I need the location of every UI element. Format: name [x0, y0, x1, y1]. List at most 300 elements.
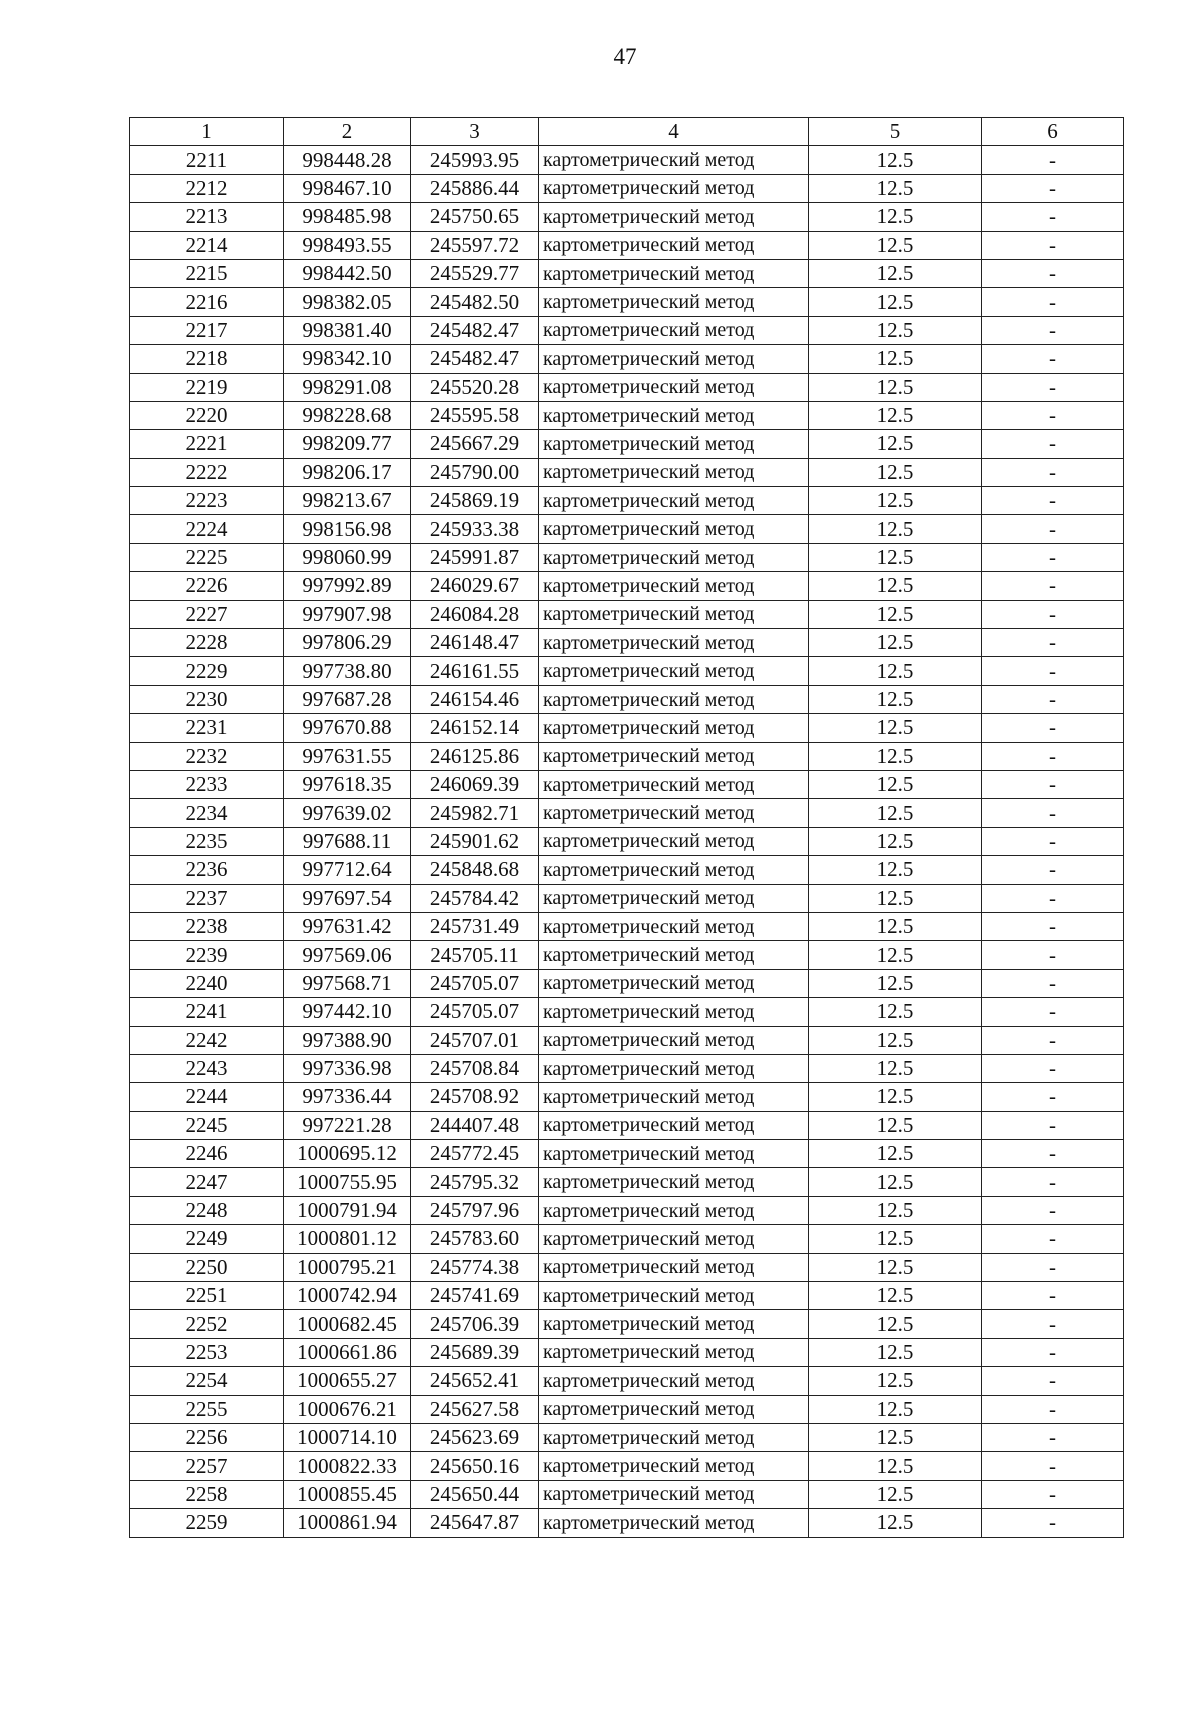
table-row — [130, 1310, 1124, 1338]
table-row — [130, 1253, 1124, 1281]
note-cell: - — [982, 458, 1124, 486]
accuracy-cell: 12.5 — [809, 1026, 982, 1054]
coordinates-table — [129, 117, 1124, 1538]
point-number-cell: 2243 — [130, 1054, 284, 1082]
note-cell: - — [982, 515, 1124, 543]
accuracy-cell: 12.5 — [809, 941, 982, 969]
y-coordinate-cell: 245520.28 — [411, 373, 539, 401]
table-row — [130, 1196, 1124, 1224]
y-coordinate-cell: 245886.44 — [411, 174, 539, 202]
accuracy-cell: 12.5 — [809, 1054, 982, 1082]
x-coordinate-cell: 998381.40 — [284, 316, 411, 344]
note-cell: - — [982, 1480, 1124, 1508]
column-header: 4 — [539, 118, 809, 146]
point-number-cell: 2253 — [130, 1338, 284, 1366]
point-number-cell: 2221 — [130, 430, 284, 458]
point-number-cell: 2257 — [130, 1452, 284, 1480]
accuracy-cell: 12.5 — [809, 1196, 982, 1224]
point-number-cell: 2212 — [130, 174, 284, 202]
method-cell: картометрический метод — [539, 401, 809, 429]
x-coordinate-cell: 997687.28 — [284, 685, 411, 713]
y-coordinate-cell: 245689.39 — [411, 1338, 539, 1366]
accuracy-cell: 12.5 — [809, 1111, 982, 1139]
y-coordinate-cell: 245783.60 — [411, 1225, 539, 1253]
point-number-cell: 2236 — [130, 856, 284, 884]
method-cell: картометрический метод — [539, 1196, 809, 1224]
method-cell: картометрический метод — [539, 799, 809, 827]
y-coordinate-cell: 245708.84 — [411, 1054, 539, 1082]
point-number-cell: 2248 — [130, 1196, 284, 1224]
note-cell: - — [982, 1338, 1124, 1366]
method-cell: картометрический метод — [539, 515, 809, 543]
note-cell: - — [982, 401, 1124, 429]
note-cell: - — [982, 1168, 1124, 1196]
accuracy-cell: 12.5 — [809, 884, 982, 912]
accuracy-cell: 12.5 — [809, 174, 982, 202]
table-row — [130, 941, 1124, 969]
table-row — [130, 345, 1124, 373]
x-coordinate-cell: 997806.29 — [284, 629, 411, 657]
point-number-cell: 2222 — [130, 458, 284, 486]
method-cell: картометрический метод — [539, 1480, 809, 1508]
point-number-cell: 2241 — [130, 998, 284, 1026]
y-coordinate-cell: 245623.69 — [411, 1423, 539, 1451]
note-cell: - — [982, 884, 1124, 912]
note-cell: - — [982, 345, 1124, 373]
method-cell: картометрический метод — [539, 827, 809, 855]
method-cell: картометрический метод — [539, 1310, 809, 1338]
y-coordinate-cell: 246154.46 — [411, 685, 539, 713]
y-coordinate-cell: 245797.96 — [411, 1196, 539, 1224]
x-coordinate-cell: 997336.44 — [284, 1083, 411, 1111]
y-coordinate-cell: 245705.07 — [411, 998, 539, 1026]
note-cell: - — [982, 316, 1124, 344]
table-row — [130, 316, 1124, 344]
accuracy-cell: 12.5 — [809, 1225, 982, 1253]
table-row — [130, 685, 1124, 713]
accuracy-cell: 12.5 — [809, 458, 982, 486]
accuracy-cell: 12.5 — [809, 515, 982, 543]
y-coordinate-cell: 245772.45 — [411, 1140, 539, 1168]
accuracy-cell: 12.5 — [809, 998, 982, 1026]
method-cell: картометрический метод — [539, 742, 809, 770]
note-cell: - — [982, 856, 1124, 884]
y-coordinate-cell: 245731.49 — [411, 912, 539, 940]
x-coordinate-cell: 997631.42 — [284, 912, 411, 940]
note-cell: - — [982, 1452, 1124, 1480]
y-coordinate-cell: 245741.69 — [411, 1282, 539, 1310]
x-coordinate-cell: 997907.98 — [284, 600, 411, 628]
method-cell: картометрический метод — [539, 1083, 809, 1111]
table-row — [130, 1423, 1124, 1451]
table-row — [130, 458, 1124, 486]
x-coordinate-cell: 1000795.21 — [284, 1253, 411, 1281]
point-number-cell: 2246 — [130, 1140, 284, 1168]
y-coordinate-cell: 245750.65 — [411, 203, 539, 231]
point-number-cell: 2225 — [130, 543, 284, 571]
table-row — [130, 373, 1124, 401]
x-coordinate-cell: 997568.71 — [284, 969, 411, 997]
accuracy-cell: 12.5 — [809, 1282, 982, 1310]
x-coordinate-cell: 1000676.21 — [284, 1395, 411, 1423]
y-coordinate-cell: 245848.68 — [411, 856, 539, 884]
accuracy-cell: 12.5 — [809, 146, 982, 174]
point-number-cell: 2258 — [130, 1480, 284, 1508]
table-row — [130, 969, 1124, 997]
point-number-cell: 2251 — [130, 1282, 284, 1310]
note-cell: - — [982, 1225, 1124, 1253]
accuracy-cell: 12.5 — [809, 543, 982, 571]
note-cell: - — [982, 941, 1124, 969]
table-row — [130, 1054, 1124, 1082]
table-row — [130, 174, 1124, 202]
accuracy-cell: 12.5 — [809, 770, 982, 798]
method-cell: картометрический метод — [539, 1282, 809, 1310]
accuracy-cell: 12.5 — [809, 685, 982, 713]
y-coordinate-cell: 245529.77 — [411, 259, 539, 287]
note-cell: - — [982, 430, 1124, 458]
note-cell: - — [982, 912, 1124, 940]
accuracy-cell: 12.5 — [809, 1310, 982, 1338]
table-row — [130, 1367, 1124, 1395]
table-row — [130, 1282, 1124, 1310]
table-row — [130, 1480, 1124, 1508]
x-coordinate-cell: 998206.17 — [284, 458, 411, 486]
note-cell: - — [982, 203, 1124, 231]
y-coordinate-cell: 245597.72 — [411, 231, 539, 259]
table-row — [130, 515, 1124, 543]
method-cell: картометрический метод — [539, 1225, 809, 1253]
note-cell: - — [982, 657, 1124, 685]
x-coordinate-cell: 997618.35 — [284, 770, 411, 798]
x-coordinate-cell: 998467.10 — [284, 174, 411, 202]
note-cell: - — [982, 714, 1124, 742]
table-row — [130, 884, 1124, 912]
point-number-cell: 2231 — [130, 714, 284, 742]
table-row — [130, 1338, 1124, 1366]
point-number-cell: 2216 — [130, 288, 284, 316]
accuracy-cell: 12.5 — [809, 742, 982, 770]
point-number-cell: 2230 — [130, 685, 284, 713]
x-coordinate-cell: 1000755.95 — [284, 1168, 411, 1196]
note-cell: - — [982, 288, 1124, 316]
x-coordinate-cell: 1000655.27 — [284, 1367, 411, 1395]
table-row — [130, 487, 1124, 515]
method-cell: картометрический метод — [539, 1111, 809, 1139]
point-number-cell: 2235 — [130, 827, 284, 855]
x-coordinate-cell: 998228.68 — [284, 401, 411, 429]
table-row — [130, 543, 1124, 571]
point-number-cell: 2223 — [130, 487, 284, 515]
table-row — [130, 231, 1124, 259]
accuracy-cell: 12.5 — [809, 1480, 982, 1508]
y-coordinate-cell: 246148.47 — [411, 629, 539, 657]
y-coordinate-cell: 246084.28 — [411, 600, 539, 628]
point-number-cell: 2244 — [130, 1083, 284, 1111]
method-cell: картометрический метод — [539, 543, 809, 571]
note-cell: - — [982, 174, 1124, 202]
accuracy-cell: 12.5 — [809, 316, 982, 344]
y-coordinate-cell: 244407.48 — [411, 1111, 539, 1139]
point-number-cell: 2247 — [130, 1168, 284, 1196]
y-coordinate-cell: 245795.32 — [411, 1168, 539, 1196]
y-coordinate-cell: 245705.11 — [411, 941, 539, 969]
point-number-cell: 2217 — [130, 316, 284, 344]
point-number-cell: 2211 — [130, 146, 284, 174]
point-number-cell: 2219 — [130, 373, 284, 401]
point-number-cell: 2214 — [130, 231, 284, 259]
note-cell: - — [982, 231, 1124, 259]
accuracy-cell: 12.5 — [809, 799, 982, 827]
point-number-cell: 2259 — [130, 1509, 284, 1537]
note-cell: - — [982, 1395, 1124, 1423]
y-coordinate-cell: 246125.86 — [411, 742, 539, 770]
x-coordinate-cell: 997697.54 — [284, 884, 411, 912]
table-row — [130, 1509, 1124, 1537]
table-row — [130, 146, 1124, 174]
x-coordinate-cell: 1000695.12 — [284, 1140, 411, 1168]
method-cell: картометрический метод — [539, 685, 809, 713]
column-header: 3 — [411, 118, 539, 146]
accuracy-cell: 12.5 — [809, 629, 982, 657]
x-coordinate-cell: 997639.02 — [284, 799, 411, 827]
x-coordinate-cell: 998213.67 — [284, 487, 411, 515]
y-coordinate-cell: 245627.58 — [411, 1395, 539, 1423]
method-cell: картометрический метод — [539, 998, 809, 1026]
point-number-cell: 2226 — [130, 572, 284, 600]
method-cell: картометрический метод — [539, 714, 809, 742]
point-number-cell: 2213 — [130, 203, 284, 231]
note-cell: - — [982, 1083, 1124, 1111]
table-row — [130, 259, 1124, 287]
point-number-cell: 2237 — [130, 884, 284, 912]
note-cell: - — [982, 969, 1124, 997]
note-cell: - — [982, 1310, 1124, 1338]
accuracy-cell: 12.5 — [809, 1423, 982, 1451]
table-body — [130, 146, 1124, 1537]
method-cell: картометрический метод — [539, 1253, 809, 1281]
note-cell: - — [982, 770, 1124, 798]
column-header: 1 — [130, 118, 284, 146]
method-cell: картометрический метод — [539, 1395, 809, 1423]
table-row — [130, 1026, 1124, 1054]
y-coordinate-cell: 245707.01 — [411, 1026, 539, 1054]
accuracy-cell: 12.5 — [809, 1367, 982, 1395]
point-number-cell: 2256 — [130, 1423, 284, 1451]
point-number-cell: 2229 — [130, 657, 284, 685]
method-cell: картометрический метод — [539, 1367, 809, 1395]
method-cell: картометрический метод — [539, 1140, 809, 1168]
y-coordinate-cell: 245706.39 — [411, 1310, 539, 1338]
point-number-cell: 2254 — [130, 1367, 284, 1395]
point-number-cell: 2218 — [130, 345, 284, 373]
method-cell: картометрический метод — [539, 174, 809, 202]
method-cell: картометрический метод — [539, 487, 809, 515]
note-cell: - — [982, 146, 1124, 174]
table-row — [130, 998, 1124, 1026]
x-coordinate-cell: 997336.98 — [284, 1054, 411, 1082]
column-header: 5 — [809, 118, 982, 146]
note-cell: - — [982, 1111, 1124, 1139]
method-cell: картометрический метод — [539, 231, 809, 259]
method-cell: картометрический метод — [539, 629, 809, 657]
note-cell: - — [982, 1054, 1124, 1082]
table-row — [130, 629, 1124, 657]
table-row — [130, 856, 1124, 884]
accuracy-cell: 12.5 — [809, 1338, 982, 1366]
x-coordinate-cell: 998209.77 — [284, 430, 411, 458]
note-cell: - — [982, 259, 1124, 287]
point-number-cell: 2242 — [130, 1026, 284, 1054]
y-coordinate-cell: 245482.47 — [411, 345, 539, 373]
method-cell: картометрический метод — [539, 1509, 809, 1537]
note-cell: - — [982, 487, 1124, 515]
table-row — [130, 799, 1124, 827]
x-coordinate-cell: 998060.99 — [284, 543, 411, 571]
x-coordinate-cell: 1000661.86 — [284, 1338, 411, 1366]
y-coordinate-cell: 246152.14 — [411, 714, 539, 742]
method-cell: картометрический метод — [539, 430, 809, 458]
accuracy-cell: 12.5 — [809, 1253, 982, 1281]
method-cell: картометрический метод — [539, 259, 809, 287]
x-coordinate-cell: 997388.90 — [284, 1026, 411, 1054]
y-coordinate-cell: 245647.87 — [411, 1509, 539, 1537]
method-cell: картометрический метод — [539, 1452, 809, 1480]
table-row — [130, 401, 1124, 429]
y-coordinate-cell: 246069.39 — [411, 770, 539, 798]
table-row — [130, 1140, 1124, 1168]
accuracy-cell: 12.5 — [809, 487, 982, 515]
accuracy-cell: 12.5 — [809, 430, 982, 458]
accuracy-cell: 12.5 — [809, 401, 982, 429]
y-coordinate-cell: 245933.38 — [411, 515, 539, 543]
point-number-cell: 2239 — [130, 941, 284, 969]
point-number-cell: 2232 — [130, 742, 284, 770]
x-coordinate-cell: 998485.98 — [284, 203, 411, 231]
x-coordinate-cell: 997221.28 — [284, 1111, 411, 1139]
table-row — [130, 657, 1124, 685]
table-row — [130, 714, 1124, 742]
x-coordinate-cell: 997688.11 — [284, 827, 411, 855]
note-cell: - — [982, 1253, 1124, 1281]
note-cell: - — [982, 572, 1124, 600]
x-coordinate-cell: 998342.10 — [284, 345, 411, 373]
point-number-cell: 2249 — [130, 1225, 284, 1253]
note-cell: - — [982, 1509, 1124, 1537]
y-coordinate-cell: 245993.95 — [411, 146, 539, 174]
method-cell: картометрический метод — [539, 1168, 809, 1196]
point-number-cell: 2215 — [130, 259, 284, 287]
method-cell: картометрический метод — [539, 458, 809, 486]
y-coordinate-cell: 245869.19 — [411, 487, 539, 515]
note-cell: - — [982, 1196, 1124, 1224]
page-number: 47 — [613, 44, 637, 69]
table-row — [130, 827, 1124, 855]
x-coordinate-cell: 998382.05 — [284, 288, 411, 316]
point-number-cell: 2238 — [130, 912, 284, 940]
note-cell: - — [982, 373, 1124, 401]
y-coordinate-cell: 245991.87 — [411, 543, 539, 571]
accuracy-cell: 12.5 — [809, 1452, 982, 1480]
note-cell: - — [982, 742, 1124, 770]
accuracy-cell: 12.5 — [809, 1168, 982, 1196]
note-cell: - — [982, 1026, 1124, 1054]
x-coordinate-cell: 998448.28 — [284, 146, 411, 174]
x-coordinate-cell: 998156.98 — [284, 515, 411, 543]
table-row — [130, 288, 1124, 316]
point-number-cell: 2233 — [130, 770, 284, 798]
note-cell: - — [982, 827, 1124, 855]
method-cell: картометрический метод — [539, 203, 809, 231]
method-cell: картометрический метод — [539, 572, 809, 600]
method-cell: картометрический метод — [539, 657, 809, 685]
y-coordinate-cell: 245901.62 — [411, 827, 539, 855]
note-cell: - — [982, 543, 1124, 571]
accuracy-cell: 12.5 — [809, 600, 982, 628]
x-coordinate-cell: 1000801.12 — [284, 1225, 411, 1253]
note-cell: - — [982, 799, 1124, 827]
accuracy-cell: 12.5 — [809, 714, 982, 742]
x-coordinate-cell: 1000742.94 — [284, 1282, 411, 1310]
y-coordinate-cell: 245982.71 — [411, 799, 539, 827]
point-number-cell: 2227 — [130, 600, 284, 628]
y-coordinate-cell: 245482.50 — [411, 288, 539, 316]
method-cell: картометрический метод — [539, 856, 809, 884]
method-cell: картометрический метод — [539, 969, 809, 997]
note-cell: - — [982, 1423, 1124, 1451]
table-row — [130, 742, 1124, 770]
x-coordinate-cell: 1000855.45 — [284, 1480, 411, 1508]
y-coordinate-cell: 245708.92 — [411, 1083, 539, 1111]
x-coordinate-cell: 997569.06 — [284, 941, 411, 969]
x-coordinate-cell: 998493.55 — [284, 231, 411, 259]
accuracy-cell: 12.5 — [809, 969, 982, 997]
column-header: 6 — [982, 118, 1124, 146]
x-coordinate-cell: 997631.55 — [284, 742, 411, 770]
point-number-cell: 2228 — [130, 629, 284, 657]
note-cell: - — [982, 1282, 1124, 1310]
method-cell: картометрический метод — [539, 1026, 809, 1054]
accuracy-cell: 12.5 — [809, 572, 982, 600]
x-coordinate-cell: 1000682.45 — [284, 1310, 411, 1338]
y-coordinate-cell: 245790.00 — [411, 458, 539, 486]
method-cell: картометрический метод — [539, 345, 809, 373]
accuracy-cell: 12.5 — [809, 856, 982, 884]
x-coordinate-cell: 1000822.33 — [284, 1452, 411, 1480]
table-row — [130, 1452, 1124, 1480]
point-number-cell: 2220 — [130, 401, 284, 429]
table-row — [130, 912, 1124, 940]
x-coordinate-cell: 997712.64 — [284, 856, 411, 884]
x-coordinate-cell: 1000861.94 — [284, 1509, 411, 1537]
accuracy-cell: 12.5 — [809, 345, 982, 373]
note-cell: - — [982, 1367, 1124, 1395]
table-row — [130, 1083, 1124, 1111]
y-coordinate-cell: 245650.16 — [411, 1452, 539, 1480]
x-coordinate-cell: 1000791.94 — [284, 1196, 411, 1224]
y-coordinate-cell: 245784.42 — [411, 884, 539, 912]
y-coordinate-cell: 245667.29 — [411, 430, 539, 458]
y-coordinate-cell: 245652.41 — [411, 1367, 539, 1395]
y-coordinate-cell: 245595.58 — [411, 401, 539, 429]
method-cell: картометрический метод — [539, 770, 809, 798]
point-number-cell: 2252 — [130, 1310, 284, 1338]
accuracy-cell: 12.5 — [809, 1140, 982, 1168]
method-cell: картометрический метод — [539, 600, 809, 628]
table-row — [130, 1225, 1124, 1253]
table-row — [130, 572, 1124, 600]
method-cell: картометрический метод — [539, 288, 809, 316]
